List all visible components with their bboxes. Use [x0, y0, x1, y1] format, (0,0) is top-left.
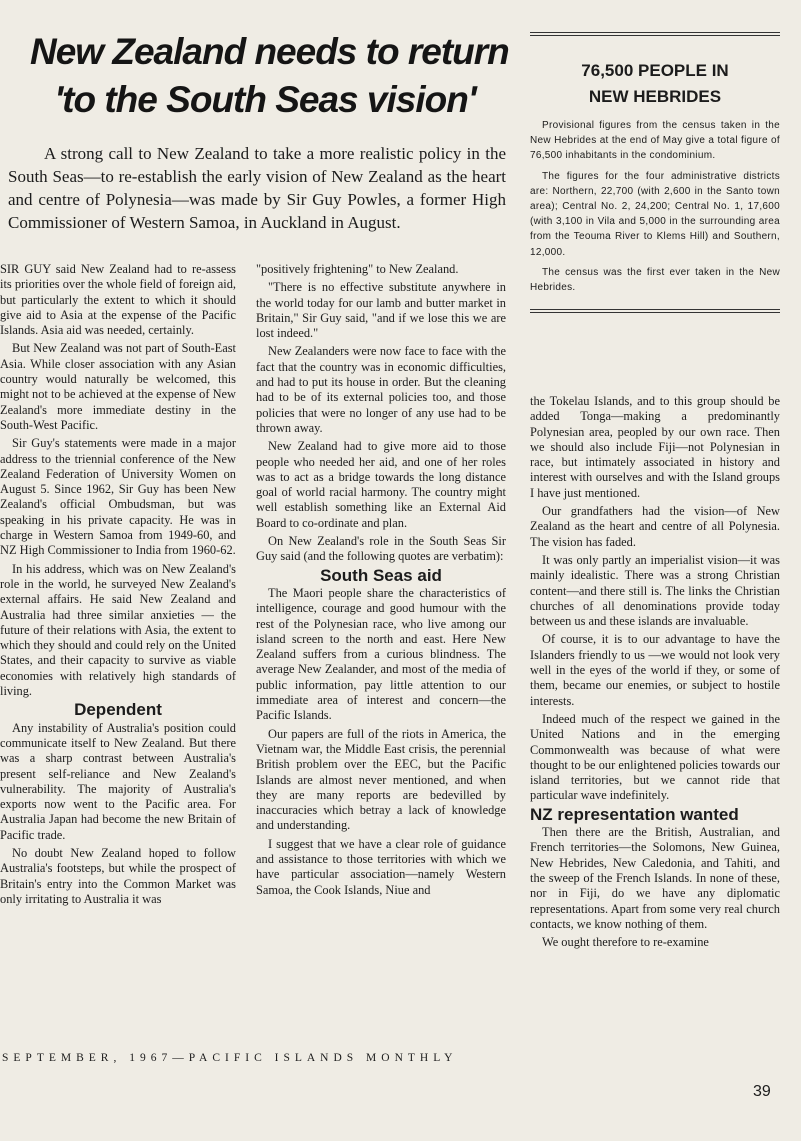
article-headline: [30, 28, 509, 124]
column1-paragraph: In his address, which was on New Zealand's role in the world, he surveyed New Zealand's external affairs. He said New Zealand and Australia had three similar anxieties — the future of their relations with Asia, the extent to which they should and could rely on the United States, and their capacity to survive as viable economies with relatively high standards of living.: [0, 561, 236, 699]
column2-paragraph: Our papers are full of the riots in America, the Vietnam war, the Middle East crisis, the perennial British problem over the EEC, but the Pacific Islands are almost never mentioned, and when they are many reports are bedevilled by inaccuracies which betray a lack of knowledge and understanding.: [256, 726, 506, 833]
column3-paragraph: It was only partly an imperialist vision—it was mainly idealistic. There was a strong Christian content—and there still is. The links the Christian churches of all denominations provide today between us and these islands are invaluable.: [530, 552, 780, 629]
column2-paragraph: "positively frightening" to New Zealand.: [256, 262, 459, 276]
sidebar-paragraph: The figures for the four administrative districts are: Northern, 22,700 (with 2,600 in the Santo town area); Central No. 2, 24,200; Central No. 1, 17,600 (with 3,100 in Vila and 5,000 in the surrounding area from the Teouma River to Klems Hill) and Southern, 12,000.: [530, 170, 780, 258]
column1-paragraph: But New Zealand was not part of South-East Asia. While closer association with any Asian country would naturally be welcomed, this might not to be achieved at the expense of New Zealand's more immediate destiny in the South-West Pacific.: [0, 341, 236, 432]
sidebar-title: [530, 58, 780, 110]
subhead-south-seas-aid: South Seas aid: [320, 565, 442, 585]
column2-paragraph: I suggest that we have a clear role of guidance and assistance to those territories with which we have particular association—namely Western Samoa, the Cook Islands, Niue and: [256, 836, 506, 897]
headline-line-1: New Zealand needs to return: [30, 31, 509, 72]
sidebar-bottom-rule: [530, 309, 780, 313]
column2-paragraph: On New Zealand's role in the South Seas Sir Guy said (and the following quotes are verbatim):: [256, 534, 506, 564]
sidebar-paragraph: The census was the first ever taken in the New Hebrides.: [530, 266, 780, 294]
sidebar-top-rule: [530, 32, 780, 36]
column2-paragraph: "There is no effective substitute anywhere in the world today for our lamb and butter market in Britain," Sir Guy said, "and if we lose this we are lost indeed.": [256, 280, 506, 341]
subhead-nz-representation: NZ representation wanted: [530, 804, 739, 824]
column3-paragraph: the Tokelau Islands, and to this group should be added Tonga—making a predominantly Polynesian area, peopled by our own race. Then we should also include Fiji—not Polynesian in race, but intimately associated in history and interest with ourselves and with the Island groups I have just mentioned.: [530, 394, 780, 500]
sidebar-title-line-2: NEW HEBRIDES: [588, 87, 722, 106]
column3-paragraph: Our grandfathers had the vision—of New Zealand as the heart and centre of all Polynesia. The vision has faded.: [530, 504, 780, 549]
column1-paragraph: Any instability of Australia's position could communicate itself to New Zealand. But there was a sharp contrast between Australia's present self-reliance and New Zealand's vulnerability. The majority of Australia's exports now went to the Pacific area. For Australia Japan had become the new Britain of Pacific trade.: [0, 720, 236, 842]
column2-paragraph: The Maori people share the characteristics of intelligence, courage and good humour with the rest of the Polynesian race, who live among our island screen to the north and east. Here New Zealand suffers from a curious blindness. The average New Zealander, and most of the media of public information, pay little attention to our immediate area of interest and concern—the Pacific Islands.: [256, 585, 506, 723]
article-column-2: [256, 262, 506, 901]
headline-line-2: 'to the South Seas vision': [54, 79, 476, 120]
column2-paragraph: New Zealand had to give more aid to those people who needed her aid, and one of her roles was to act as a bridge towards the long distance goal of world racial harmony. The country might well establish something like an External Aid Board to co-ordinate and plan.: [256, 439, 506, 530]
intro-text: A strong call to New Zealand to take a more realistic policy in the South Seas—to re-establish the early vision of New Zealand as the heart and centre of Polynesia—was made by Sir Guy Powles, a former High Commissioner of Western Samoa, in Auckland in August.: [8, 144, 506, 232]
column3-paragraph: We ought therefore to re-examine: [542, 935, 709, 950]
article-column-3: [530, 394, 780, 953]
sidebar-title-line-1: 76,500 PEOPLE IN: [581, 61, 729, 80]
column2-paragraph: New Zealanders were now face to face with the fact that the country was in economic difficulties, and had to put its house in order. But the cleaning had to be of its external policies too, and those policies that were no longer of any use had to be thrown away.: [256, 344, 506, 435]
column3-paragraph: Then there are the British, Australian, and French territories—the Solomons, New Guinea, New Hebrides, New Caledonia, and Tahiti, and the sweep of the French Islands. In none of these, nor in Fiji, do we have any diplomatic representations. Apart from some very real church contacts, we know nothing of them.: [530, 825, 780, 931]
subhead-dependent: Dependent: [74, 700, 162, 720]
sidebar-box: [530, 32, 780, 313]
page-number: 39: [753, 1083, 771, 1100]
column3-paragraph: Indeed much of the respect we gained in the United Nations and in the emerging Commonwealth was because of what were thought to be our enlightened policies towards our island territories, but we cannot ride that particular wave indefinitely.: [530, 711, 780, 803]
column1-paragraph: Sir Guy's statements were made in a major address to the triennial conference of the New Zealand Federation of University Women on August 5. Since 1962, Sir Guy has been New Zealand's official Ombudsman, but was speaking in his private capacity. He was in charge in Western Samoa from 1949-60, and NZ High Commissioner to India from 1960-62.: [0, 436, 236, 558]
column3-paragraph: Of course, it is to our advantage to have the Islanders friendly to us —we would not look very well in the eyes of the world if they, or some of them, became our enemies, or subject to hostile interests.: [530, 632, 780, 708]
sidebar-paragraph: Provisional figures from the census taken in the New Hebrides at the end of May give a total figure of 76,500 inhabitants in the condominium.: [530, 120, 780, 162]
article-column-1: [0, 262, 236, 910]
column1-paragraph: SIR GUY said New Zealand had to re-assess its priorities over the whole field of foreign aid, but particularly the extent to which it should give aid to Asia at the expense of the Pacific Islands. Asia aid was needed, certainly.: [0, 262, 236, 338]
article-intro: [8, 142, 506, 234]
sidebar-body: [530, 118, 780, 295]
column1-paragraph: No doubt New Zealand hoped to follow Australia's footsteps, but while the prospect of Britain's entry into the Common Market was only irritating to Australia it was: [0, 845, 236, 906]
footer-running-head: SEPTEMBER, 1967—PACIFIC ISLANDS MONTHLY: [2, 1052, 458, 1064]
